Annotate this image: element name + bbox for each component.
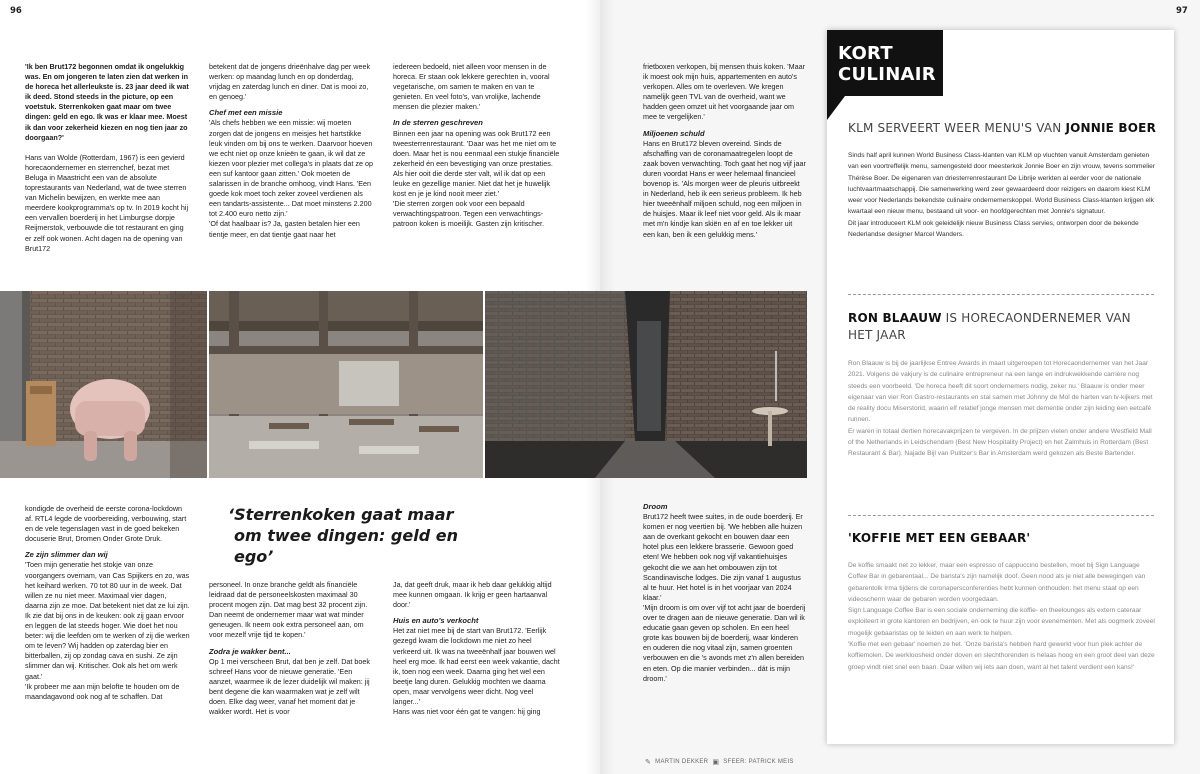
article-column-1-top xyxy=(25,62,190,254)
section-label-line-2: CULINAIR xyxy=(838,64,936,85)
body-paragraph: Op 1 mei verscheen Brut, dat ben je zelf. Dat boek schreef Hans voor de nieuwe generatie. 'Een aanzet, waarmee ik de lezer duidelijk wil maken: jij bent degene die kan waarmaken wat je zelf wilt doen. Elke dag weer, vanaf het moment dat je wakker wordt. Het is voor xyxy=(209,656,371,717)
body-paragraph: personeel. In onze branche geldt als financiële leidraad dat de personeelskosten maximaal 30 procent mogen zijn. Dat mag best 32 procent zijn. Dan neemt de ondernemer maar wat wat minder geneugen. Ik neem ook extra personeel aan, om voor mezelf vrije tijd te kopen.' xyxy=(209,580,368,640)
body-paragraph: 'Als chefs hebben we een missie: wij moeten zorgen dat de jongens en meisjes het hartstikke leuk vinden om bij ons te werken. Daarvoor hoeven we echt niet op onze knieën te gaan, ik wil dat ze kiezen voor plezier met collega's in plaats dat ze op een suf kantoor gaan zitten.' Ook moeten de salarissen in de branche omhoog, vindt Hans. 'Een goede kok moet toch zeker zoveel verdienen als een tandarts-assistente... Dat moet minstens 2.200 tot 2.400 euro netto zijn.' xyxy=(209,118,373,219)
heading-light: IS HORECAONDERNEMER VAN HET JAAR xyxy=(848,311,1131,342)
subheading: Huis en auto's verkocht xyxy=(393,616,479,626)
body-paragraph: De koffie smaakt net zo lekker, maar een espresso of cappuccino bestellen, moet bij Sign Language Coffee Bar in gebarentaal... De barista's zijn namelijk doof. Geen nood als je niet alle bewegingen van gebarentolk Irma tijdens de coronapersconferenties hebt kunnen onthouden: het menu staat op een videoscherm waar de gebaren worden voorgedaan. xyxy=(848,562,1146,603)
intro-bold-text: 'Ik ben Brut172 begonnen omdat ik ongelukkig was. En om jongeren te laten zien dat werken in de horeca het allerleukste is. 23 jaar deed ik wat ik deed. Stond steeds in the picture, op een voetstuk. Sterrenkoken gaat maar om twee dingen: geld en ego. Ik was er klaar mee. Moest ik dan voor zekerheid kiezen en nog tien jaar zo doorgaan?' xyxy=(25,62,189,142)
heading-light: KLM SERVEERT WEER MENU'S VAN xyxy=(848,121,1066,135)
article-column-4-top xyxy=(643,62,806,240)
body-paragraph: Ron Blaauw is bij de jaarlijkse Entree Awards in maart uitgeroepen tot Horecaondernemer van het Jaar 2021. Volgens de vakjury is de culinaire entrepreneur na een lange en indrukwekkende carrière nog steeds een voorbeeld. 'De horeca heeft dit soort ondernemers nodig, zeker nu.' Blaauw is onder meer eigenaar van vier Ron Gastro-restaurants en stal samen met Johnny de Mol de harten van tv-kijkers met de reality docu Miserstorid, waarin elf relatief jonge mensen met dementie onder zijn leiding een eetcafé runnen. xyxy=(848,360,1153,424)
body-paragraph: Brut172 heeft twee suites, in de oude boerderij. Er komen er nog veertien bij. 'We hebben alle huizen aan de overkant gekocht en bouwen daar een hotel plus een lekkere brasserie. Gewoon goed eten! We hebben ook nog vijf vakantiehuisjes gekocht die we aan het ombouwen zijn tot Scandinavische lodges. Die zijn vanaf 1 augustus al te huur. Het hotel is in het voorjaar van 2024 klaar.' xyxy=(643,512,803,602)
pull-quote-line-2: om twee dingen: geld en ego’ xyxy=(234,526,458,566)
body-paragraph: 'Die sterren zorgen ook voor een bepaald verwachtingspatroon. Tegen een verwachtings-patroon koken is moeilijk. Gasten zijn kritischer. xyxy=(393,199,544,229)
article-column-2-top xyxy=(209,62,375,240)
heading-bold: JONNIE BOER xyxy=(1065,121,1157,135)
subheading: Ze zijn slimmer dan wij xyxy=(25,550,108,560)
body-paragraph: Sinds half april kunnen World Business Class-klanten van KLM op vluchten vanuit Amsterdam genieten van een voortreffelijk menu, samengesteld door meesterkok Jonnie Boer en zijn vrouw, tevens sommelier Thérèse Boer. De eigenaren van driesterrenrestaurant De Librije werkten al eerder voor de nationale luchtvaartmaatschappij. Die samenwerking werd zeer gewaardeerd door reizigers en daarom kiest KLM weer voor Nederlands bekendste culinaire ondernemerskoppel. World Business Class-klanten krijgen elk kwartaal een nieuw menu, bestaand uit voor- en hoofdgerechten met Jonnie's signatuur. xyxy=(848,152,1156,216)
article-column-4-bottom xyxy=(643,502,806,684)
heading-bold: 'KOFFIE MET EEN GEBAAR' xyxy=(848,531,1031,545)
body-paragraph: frietboxen verkopen, bij mensen thuis koken. 'Maar ik moest ook mijn huis, appartementen en auto's verkopen. Alles om te overleven. We kregen namelijk geen TVL van de overheid, want we hadden geen omzet uit het voorgaande jaar om mee te vergelijken.' xyxy=(643,62,805,122)
dashed-divider xyxy=(848,294,1154,295)
section-label-line-1: KORT xyxy=(838,43,893,64)
subheading: Chef met een missie xyxy=(209,108,283,118)
subheading: Droom xyxy=(643,502,668,511)
news-body-koffie xyxy=(848,560,1158,673)
photo-credit: SFEER: PATRICK MEIS xyxy=(723,759,794,765)
article-column-2-bottom xyxy=(209,580,375,717)
body-paragraph: Er waren in totaal dertien horecavakprijzen te vergeven. In de prijzen vielen onder andere Westfield Mall of the Netherlands in Leidschendam (Best New Hospitality Project) en het Zalmhuis in Rotterdam (Best Restaurant & Bar). Najade Bijl van Pulitzer's Bar in Amsterdam werd gekozen als Beste Bartender. xyxy=(848,427,1152,458)
right-page-number: 97 xyxy=(1176,6,1188,16)
news-body-ron-blaauw xyxy=(848,358,1158,460)
pull-quote-line-1: ‘Sterrenkoken gaat maar xyxy=(228,505,454,524)
news-body-klm xyxy=(848,150,1158,240)
writer-credit: MARTIN DEKKER xyxy=(655,759,709,765)
body-paragraph: betekent dat de jongens drieënhalve dag per week werken: op maandag lunch en op donderdag, vrijdag en zaterdag lunch en diner. Dat is mooi zo, en genoeg.' xyxy=(209,62,371,102)
body-paragraph: 'Toen mijn generatie het stokje van onze voorgangers overnam, van Cas Spijkers en zo, was het keihard werken. 70 tot 80 uur in de week. Dat willen ze nu niet meer. Maximaal vier dagen, daarna zijn ze moe. Dat betekent niet dat ze lui zijn. Ik zie dat bij ons in de keuken: ook zij gaan ervoor en leggen de lat steeds hoger. Wie doet het nou beter: wij die leefden om te werken of zij die werken om te leven? Wij hadden op zaterdag bier en bitterballen, zij op zondag cava en sushi. Ze zijn slimmer dan wij. Kritischer. Ook als het om werk gaat.' xyxy=(25,560,190,681)
photo-restaurant-interior xyxy=(209,291,483,478)
kort-culinair-box xyxy=(827,30,1174,744)
news-heading-koffie xyxy=(848,530,1148,547)
heading-bold: RON BLAAUW xyxy=(848,311,942,325)
camera-icon: ▣ xyxy=(712,759,720,766)
photo-corridor-brick xyxy=(485,291,807,478)
dashed-divider xyxy=(848,515,1154,516)
body-paragraph: 'Ik probeer me aan mijn belofte te houden om de maandagavond ook nog af te schaffen. Dat xyxy=(25,681,180,701)
body-paragraph: Hans van Wolde (Rotterdam, 1967) is een gevierd horecaondernemer en sterrenchef, bezat met Beluga in Maastricht een van de absolute toprestaurants van Nederland, wat de twee sterren van Michelin bewijzen, en werkte mee aan meerdere kookprogramma's op tv. In 2019 kocht hij een vervallen boerderij in het Limburgse dorpje Reijmerstok, verbouwde die tot restaurant en ging er zelf ook wonen. Acht dagen na de opening van Brut172 xyxy=(25,152,189,253)
pen-icon: ✎ xyxy=(645,759,652,766)
body-paragraph: iedereen bedoeld, niet alleen voor mensen in de horeca. Er staan ook lekkere gerechten in, vooral vegetarische, om samen te maken en van te genieten. En veel foto's, van vrolijke, lachende mensen die plezier maken.' xyxy=(393,62,550,112)
news-heading-klm xyxy=(848,120,1168,137)
subheading: Miljoenen schuld xyxy=(643,128,705,138)
body-paragraph: 'Mijn droom is om over vijf tot acht jaar de boerderij over te dragen aan de nieuwe generatie. Dan wil ik educatie gaan geven op scholen. En een heel grote kas bouwen bij de boerderij, waar kinderen en ouderen die nog vitaal zijn, samen groenten verbouwen en die 's avonds met z'n allen bereiden en eten. Op die manier verbinden... dát is mijn droom.' xyxy=(643,602,806,683)
body-paragraph: Ja, dat geeft druk, maar ik heb daar gelukkig altijd mee kunnen omgaan. Ik krijg er geen hartaanval door.' xyxy=(393,580,552,610)
article-column-1-bottom xyxy=(25,504,190,702)
subheading: In de sterren geschreven xyxy=(393,118,483,128)
pull-quote xyxy=(228,504,488,567)
article-column-3-top xyxy=(393,62,560,230)
section-label xyxy=(827,30,943,96)
body-paragraph: 'Koffie met een gebaar' noemen ze het. 'Onze barista's hebben hard gewerkt voor hun plek achter de koffiemolen. De werkloosheid onder doven en slechthorenden is helaas hoog en een groot deel van deze groep vindt niet snel een baan. Daar willen wij iets aan doen, want al het talent verdient een kans!' xyxy=(848,641,1155,671)
body-paragraph: Sign Language Coffee Bar is een sociale onderneming die koffie- en theelounges als extern cateraar exploiteert in grote kantoren en bedrijven, en ook te huur zijn voor evenementen. Met als oogmerk zoveel mogelijk gebaaristas op te leiden en aan werk te helpen. xyxy=(848,607,1155,637)
body-paragraph: Hans en Brut172 bleven overeind. Sinds de afschaffing van de coronamaatregelen loopt de zaak boven verwachting. Toch gaat het nog vijf jaar duren voordat Hans er weer helemaal financieel bovenop is. 'Als morgen weer de pleuris uitbreekt in Nederland, heb ik een serieus probleem. Ik heb hier tweeënhalf miljoen schuld, nog een miljoen in de huisjes. Maar ik leef niet voor geld. Als ik maar met m'n kindje kan skiën en af en toe lekker uit een kan, ben ik een gelukkig mens.' xyxy=(643,138,806,239)
photo-chair-brick-wall xyxy=(0,291,207,478)
body-paragraph: Hans was niet voor één gat te vangen: hij ging xyxy=(393,707,541,717)
news-heading-ron-blaauw xyxy=(848,310,1148,344)
body-paragraph: Dit jaar introduceert KLM ook geleidelijk nieuw Business Class servies, ontworpen door de bekende Nederlandse designer Marcel Wanders. xyxy=(848,219,1139,239)
article-column-3-bottom xyxy=(393,580,560,717)
photo-credits xyxy=(645,758,794,766)
left-page-number: 96 xyxy=(10,6,22,16)
body-paragraph: 'Of dat haalbaar is? Ja, gasten betalen hier een tientje meer, en dat tientje gaat naar het xyxy=(209,219,360,239)
body-paragraph: kondigde de overheid de eerste corona-lockdown af. RTL4 legde de voorbereiding, verbouwing, start en de vele tegenslagen vast in de goed bekeken docuserie Brut, Dromen Onder Grote Druk. xyxy=(25,504,187,544)
body-paragraph: Het zat niet mee bij de start van Brut172. 'Eerlijk gezegd kwam die lockdown me niet zo heel verkeerd uit. Ik was na tweeënhalf jaar bouwen wel heel erg moe. Ik had eerst een week vakantie, dacht ik, toen nog een week. Daarna ging het wel een beetje lang duren. Gelukkig mochten we daarna open, maar vervolgens weer dicht. Nog veel langer...' xyxy=(393,626,560,707)
subheading: Zodra je wakker bent... xyxy=(209,646,291,656)
body-paragraph: Binnen een jaar na opening was ook Brut172 een tweesterrenrestaurant. 'Daar was het me niet om te doen. Maar het is nou eenmaal een stukje financiële zekerheid én een bevestiging van onze prestaties. Als hier ooit die derde ster valt, wil ik dat op een leuke en gezellige manier. Niet dat het je huwelijk kost en je je kind nooit meer ziet.' xyxy=(393,128,560,199)
label-corner-triangle xyxy=(827,96,845,120)
